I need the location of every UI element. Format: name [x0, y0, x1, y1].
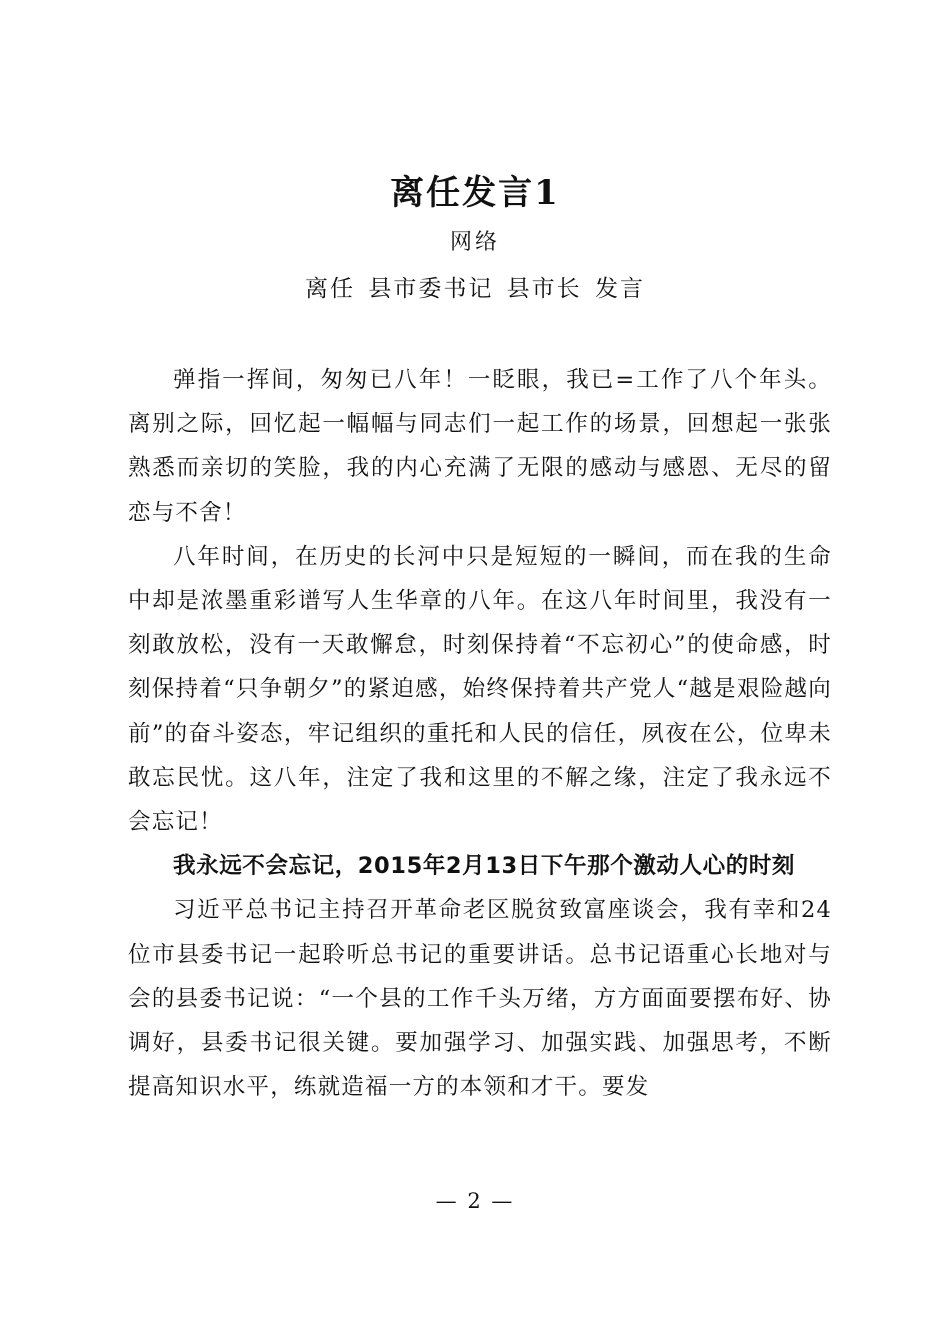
page-number: — 2 —: [435, 1189, 515, 1213]
body-paragraph-1: 弹指一挥间，匆匆已八年！一眨眼，我已=工作了八个年头。离别之际，回忆起一幅幅与同志们一起工作的场景，回想起一张张熟悉而亲切的笑脸，我的内心充满了无限的感动与感恩、无尽的留恋与不舍！: [128, 367, 832, 526]
document-title: 离任发言1: [390, 173, 560, 213]
body-paragraph-3: 习近平总书记主持召开革命老区脱贫致富座谈会，我有幸和24位市县委书记一起聆听总书记的重要讲话。总书记语重心长地对与会的县委书记说：“一个县的工作千头万绪，方方面面要摆布好、协调好，县委书记很关键。要加强学习、加强实践、加强思考，不断提高知识水平，练就造福一方的本领和才干。要发: [128, 897, 832, 1101]
body-paragraph-2: 八年时间，在历史的长河中只是短短的一瞬间，而在我的生命中却是浓墨重彩谱写人生华章的八年。在这八年时间里，我没有一刻敢放松，没有一天敢懈怠，时刻保持着“不忘初心”的使命感，时刻保持着“只争朝夕”的紧迫感，始终保持着共产党人“越是艰险越向前”的奋斗姿态，牢记组织的重托和人民的信任，夙夜在公，位卑未敢忘民忧。这八年，注定了我和这里的不解之缘，注定了我永远不会忘记！: [128, 543, 832, 836]
document-keywords: 离任 县市委书记 县市长 发言: [305, 276, 645, 302]
document-body: [128, 358, 832, 1109]
document-author: 网络: [449, 230, 500, 255]
section-heading: 我永远不会忘记，2015年2月13日下午那个激动人心的时刻: [173, 853, 795, 880]
